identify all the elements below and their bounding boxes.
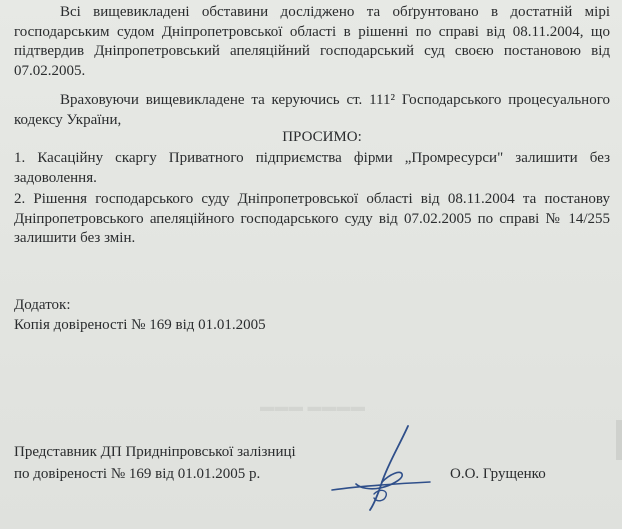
attachment-item: Копія довіреності № 169 від 01.01.2005 [14, 317, 266, 333]
paper-edge-shadow [616, 420, 622, 460]
representative-line-2: по довіреності № 169 від 01.01.2005 р. [14, 466, 261, 482]
request-item-1: 1. Касаційну скаргу Приватного підприємства фірми „Промресурси" залишити без задоволення. [14, 150, 610, 186]
signer-name: О.О. Грущенко [450, 466, 546, 482]
representative-line-1: Представник ДП Придніпровської залізниці [14, 444, 296, 460]
show-through-text: ▬▬▬ ▬▬▬▬ [260, 400, 366, 415]
paragraph-findings: Всі вищевикладені обставини досліджено та обґрунтовано в достатній мірі господарським судом Дніпропетровської області в рішенні по справі від 08.11.2004, що підтвердив Дніпропетровський апеляційний господарський суд своєю постановою від 07.02.2005. [14, 4, 610, 79]
handwritten-signature [330, 424, 440, 514]
request-list [14, 149, 610, 249]
request-heading: ПРОСИМО: [282, 129, 362, 145]
paragraph-grounds: Враховуючи вищевикладене та керуючись ст. 111² Господарського процесуального кодексу України, [14, 92, 610, 128]
request-item-2: 2. Рішення господарського суду Дніпропетровської області від 08.11.2004 та постанову Дніпропетровського апеляційного господарського суду від 07.02.2005 по справі № 14/255 залишити без змін. [14, 191, 610, 246]
attachment-title: Додаток: [14, 297, 71, 313]
